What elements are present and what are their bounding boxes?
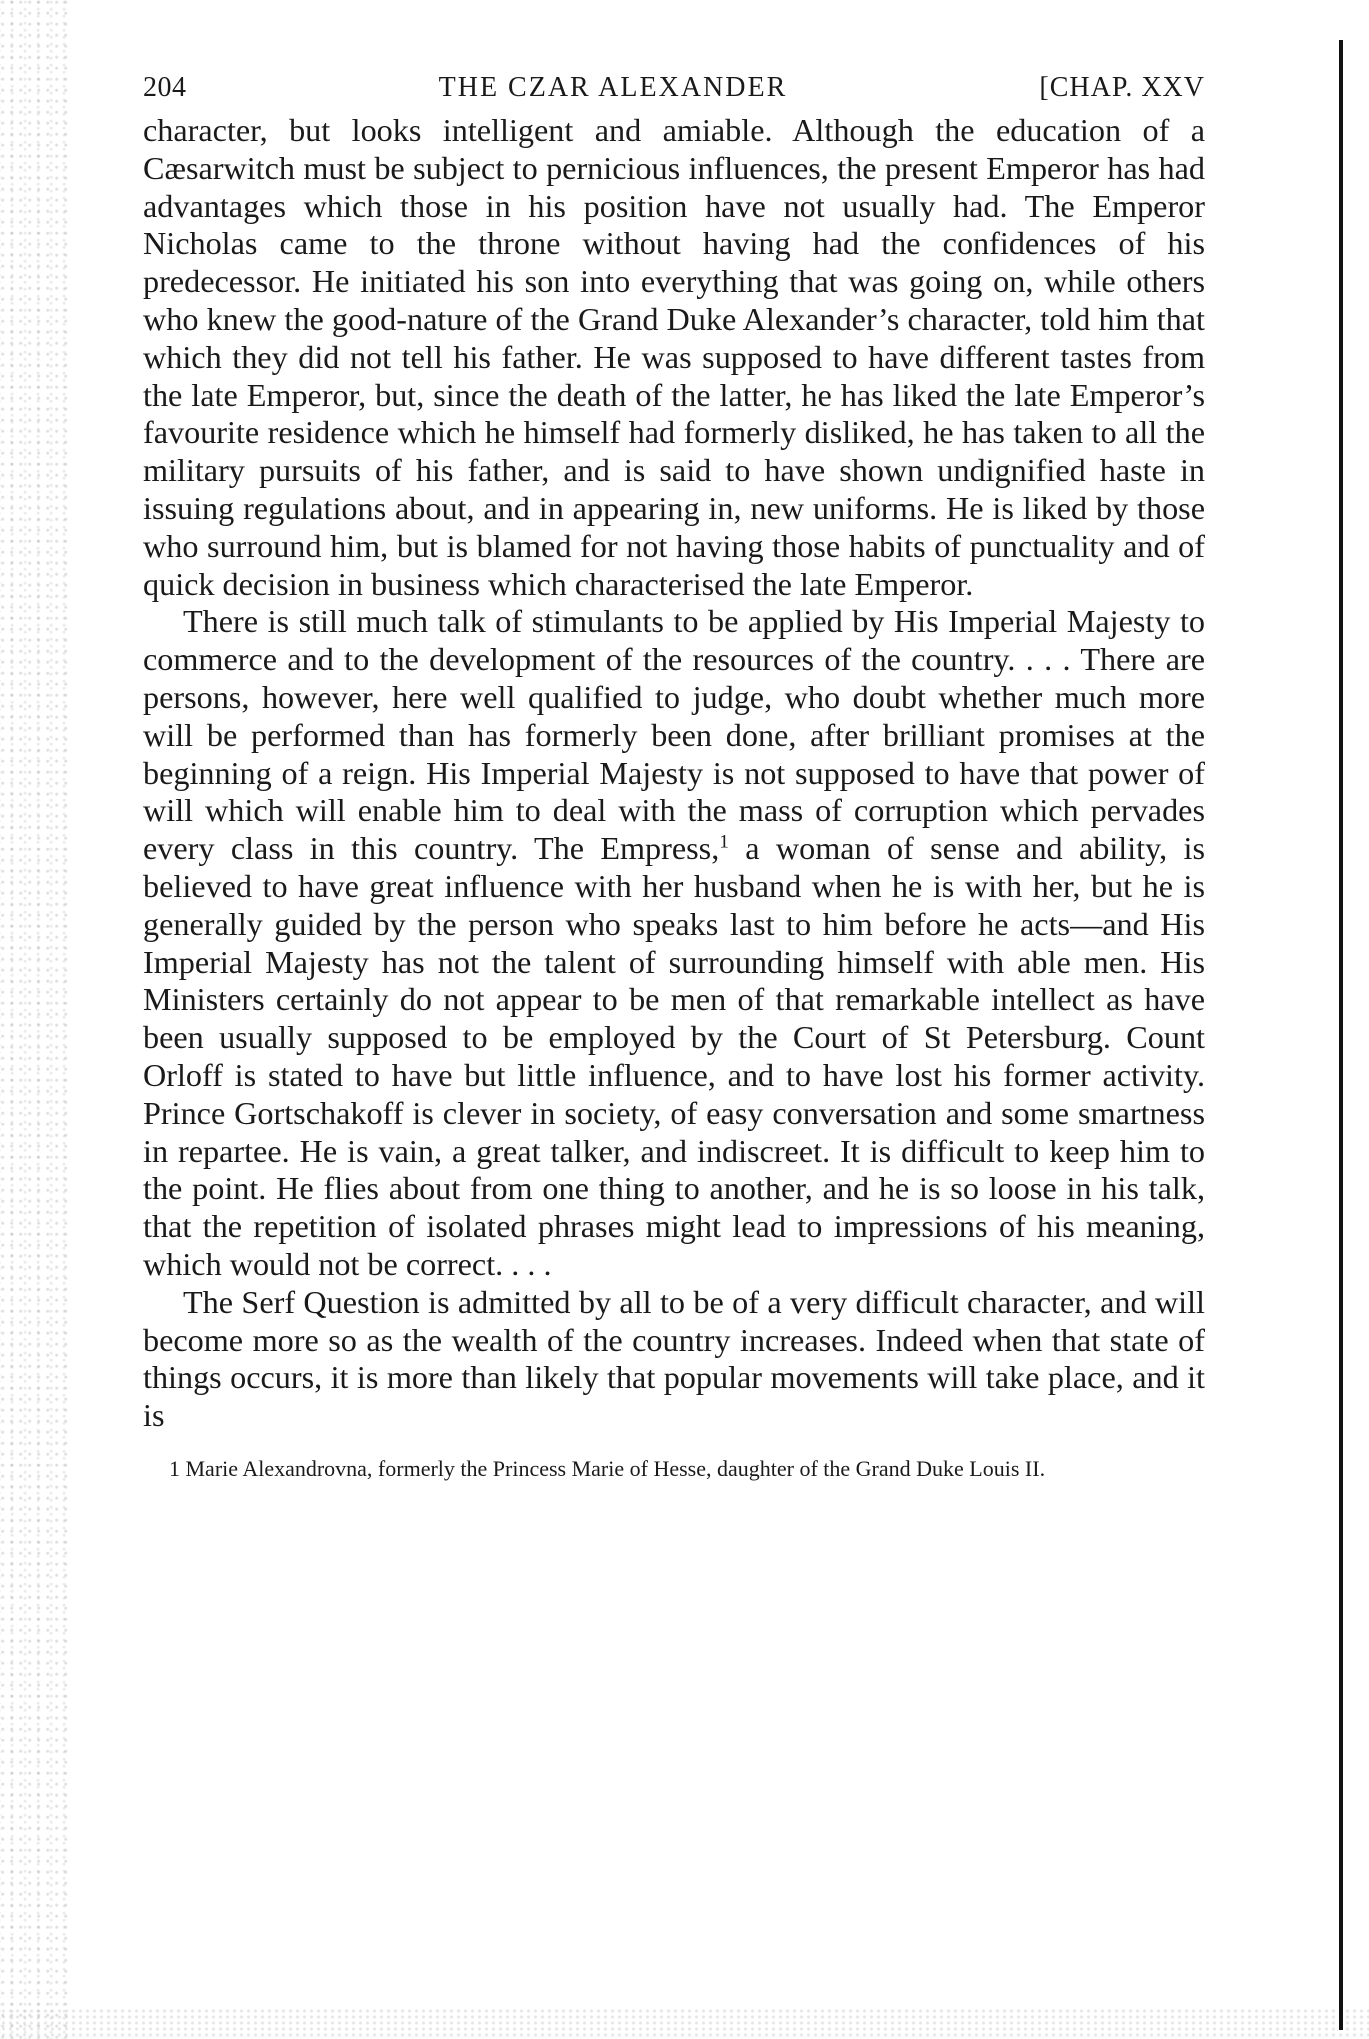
paragraph-text: There is still much talk of stimulants to be applied by His Imperial Majesty to commerce and to the development of the resources of the country. . . . There are persons, however, here well qualified to judge, who doubt whether much more will be performed than has formerly been done, after brilliant promises at the beginning of a reign. His Imperial Majesty is not supposed to have that power of will which will enable him to deal with the mass of corruption which pervades every class in this country. The Empress, (143, 603, 1205, 867)
footnote (143, 1457, 1205, 1481)
running-title: THE CZAR ALEXANDER (438, 72, 788, 103)
running-head (143, 72, 1205, 104)
paragraph: character, but looks intelligent and amiable. Although the education of a Cæsarwitch must be subject to pernicious influences, the present Emperor has had advantages which those in his position have not usually had. The Emperor Nicholas came to the throne without having had the confidences of his predecessor. He initiated his son into everything that was going on, while others who knew the good-nature of the Grand Duke Alexander’s character, told him that which they did not tell his father. He was supposed to have different tastes from the late Emperor, but, since the death of the latter, he has liked the late Emperor’s favourite residence which he himself had formerly disliked, he has taken to all the military pursuits of his father, and is said to have shown undignified haste in issuing regulations about, and in appearing in, new uniforms. He is liked by those who surround him, but is blamed for not having those habits of punctuality and of quick decision in business which characterised the late Emperor. (143, 112, 1205, 602)
footnotes (143, 1457, 1205, 1481)
paragraph (143, 603, 1205, 1283)
chapter-label: [CHAP. XXV (1039, 72, 1205, 103)
scan-edge-left (0, 0, 70, 2039)
scan-edge-bottom (0, 2008, 1369, 2039)
footnote-reference: 1 (719, 831, 729, 853)
paragraph-text: a woman of sense and ability, is believed to have great influence with her husband when he is with her, but he is generally guided by the person who speaks last to him before he acts—and His Imperial Majesty has not the talent of surrounding himself with able men. His Ministers certainly do not appear to be men of that remarkable intellect as have been usually supposed to be employed by the Court of St Petersburg. Count Orloff is stated to have but little influence, and to have lost his former activity. Prince Gortschakoff is clever in society, of easy conversation and some smartness in repartee. He is vain, a great talker, and indiscreet. It is difficult to keep him to the point. He flies about from one thing to another, and he is so loose in his talk, that the repetition of isolated phrases might lead to impressions of his meaning, which would not be correct. . . . (143, 830, 1205, 1282)
footnote-text: Marie Alexandrovna, formerly the Princess Marie of Hesse, daughter of the Grand Duke Louis II. (180, 1455, 1046, 1481)
body-text (143, 112, 1205, 1435)
footnote-marker: 1 (169, 1455, 180, 1481)
scan-edge-right (1339, 40, 1343, 2030)
paragraph: The Serf Question is admitted by all to be of a very difficult character, and will become more so as the wealth of the country increases. Indeed when that state of things occurs, it is more than likely that popular movements will take place, and it is (143, 1283, 1205, 1434)
page-number: 204 (143, 72, 187, 103)
book-page (143, 72, 1205, 1481)
